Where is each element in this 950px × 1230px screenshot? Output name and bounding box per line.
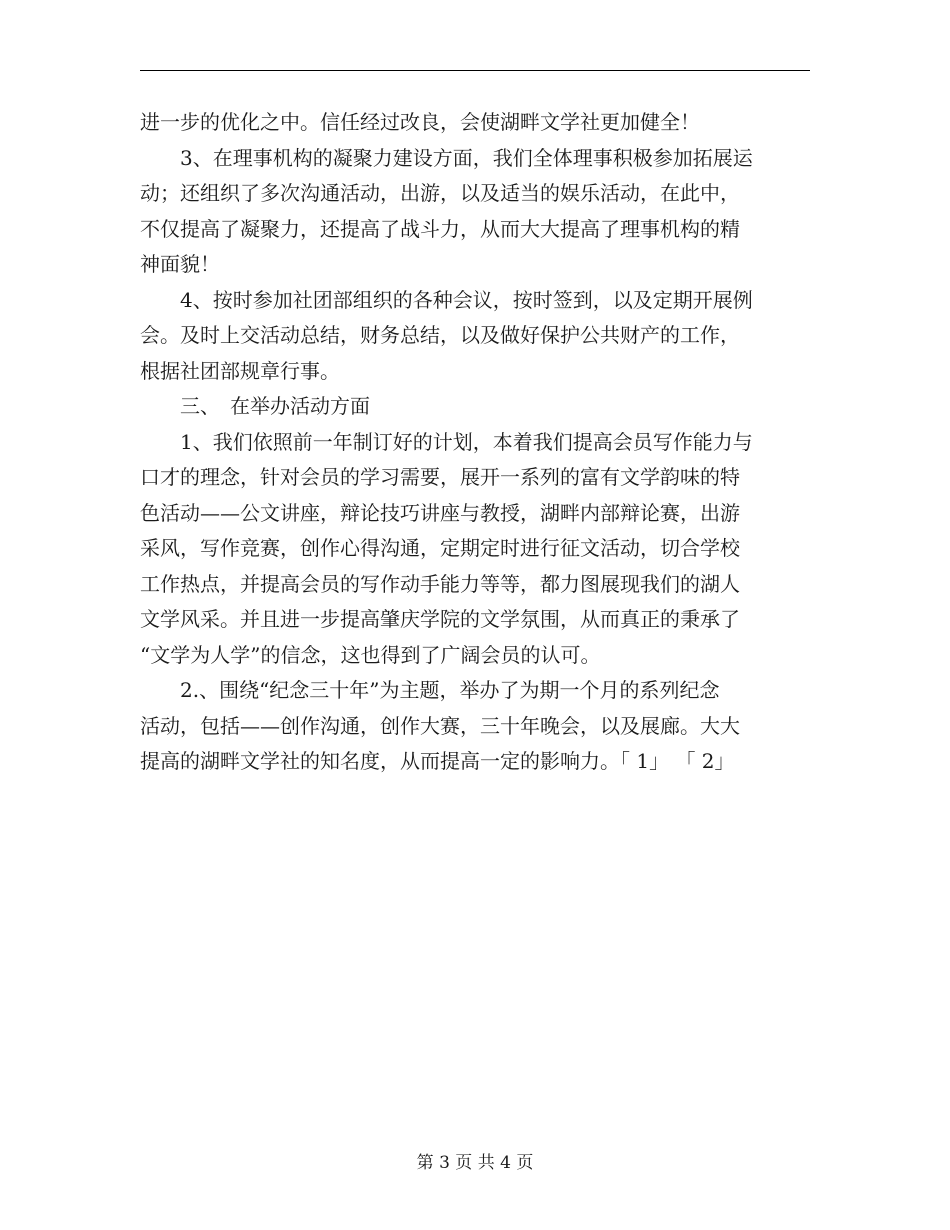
text-line: 进一步的优化之中。信任经过改良，会使湖畔文学社更加健全！ [140,110,700,134]
text-line: 采风，写作竞赛，创作心得沟通，定期定时进行征文活动，切合学校 [140,536,740,560]
text-line: 工作热点，并提高会员的写作动手能力等等，都力图展现我们的湖人 [140,571,740,596]
text-line: 不仅提高了凝聚力，还提高了战斗力，从而大大提高了理事机构的精 [140,216,740,241]
text-line: 口才的理念，针对会员的学习需要，展开一系列的富有文学韵味的特 [140,465,740,489]
text-line: 4、按时参加社团部组织的各种会议，按时签到，以及定期开展例 [140,287,753,312]
text-line: 活动，包括——创作沟通，创作大赛，三十年晚会，以及展廊。大大 [140,713,740,738]
header-rule [140,70,810,71]
page-number-footer: 第 3 页 共 4 页 [416,1153,534,1173]
text-line: 会。及时上交活动总结，财务总结，以及做好保护公共财产的工作， [140,323,740,347]
text-line: 根据社团部规章行事。 [140,358,340,383]
text-line: 文学风采。并且进一步提高肇庆学院的文学氛围，从而真正的秉承了 [140,607,740,631]
text-line: 提高的湖畔文学社的知名度，从而提高一定的影响力。「 1」 「 2」 [140,749,735,773]
body-text [140,105,810,780]
text-line: 2.、围绕“纪念三十年”为主题，举办了为期一个月的系列纪念 [140,678,720,702]
text-line: 3、在理事机构的凝聚力建设方面，我们全体理事积极参加拓展运 [140,145,753,170]
text-line: 神面貌！ [140,252,220,276]
section-heading: 三、 在举办活动方面 [140,394,370,418]
text-line: 色活动——公文讲座，辩论技巧讲座与教授，湖畔内部辩论赛，出游 [140,500,740,525]
text-line: 1、我们依照前一年制订好的计划，本着我们提高会员写作能力与 [140,429,753,454]
text-line: 动；还组织了多次沟通活动，出游，以及适当的娱乐活动，在此中， [140,181,740,205]
text-line: “文学为人学”的信念，这也得到了广阔会员的认可。 [140,642,601,667]
